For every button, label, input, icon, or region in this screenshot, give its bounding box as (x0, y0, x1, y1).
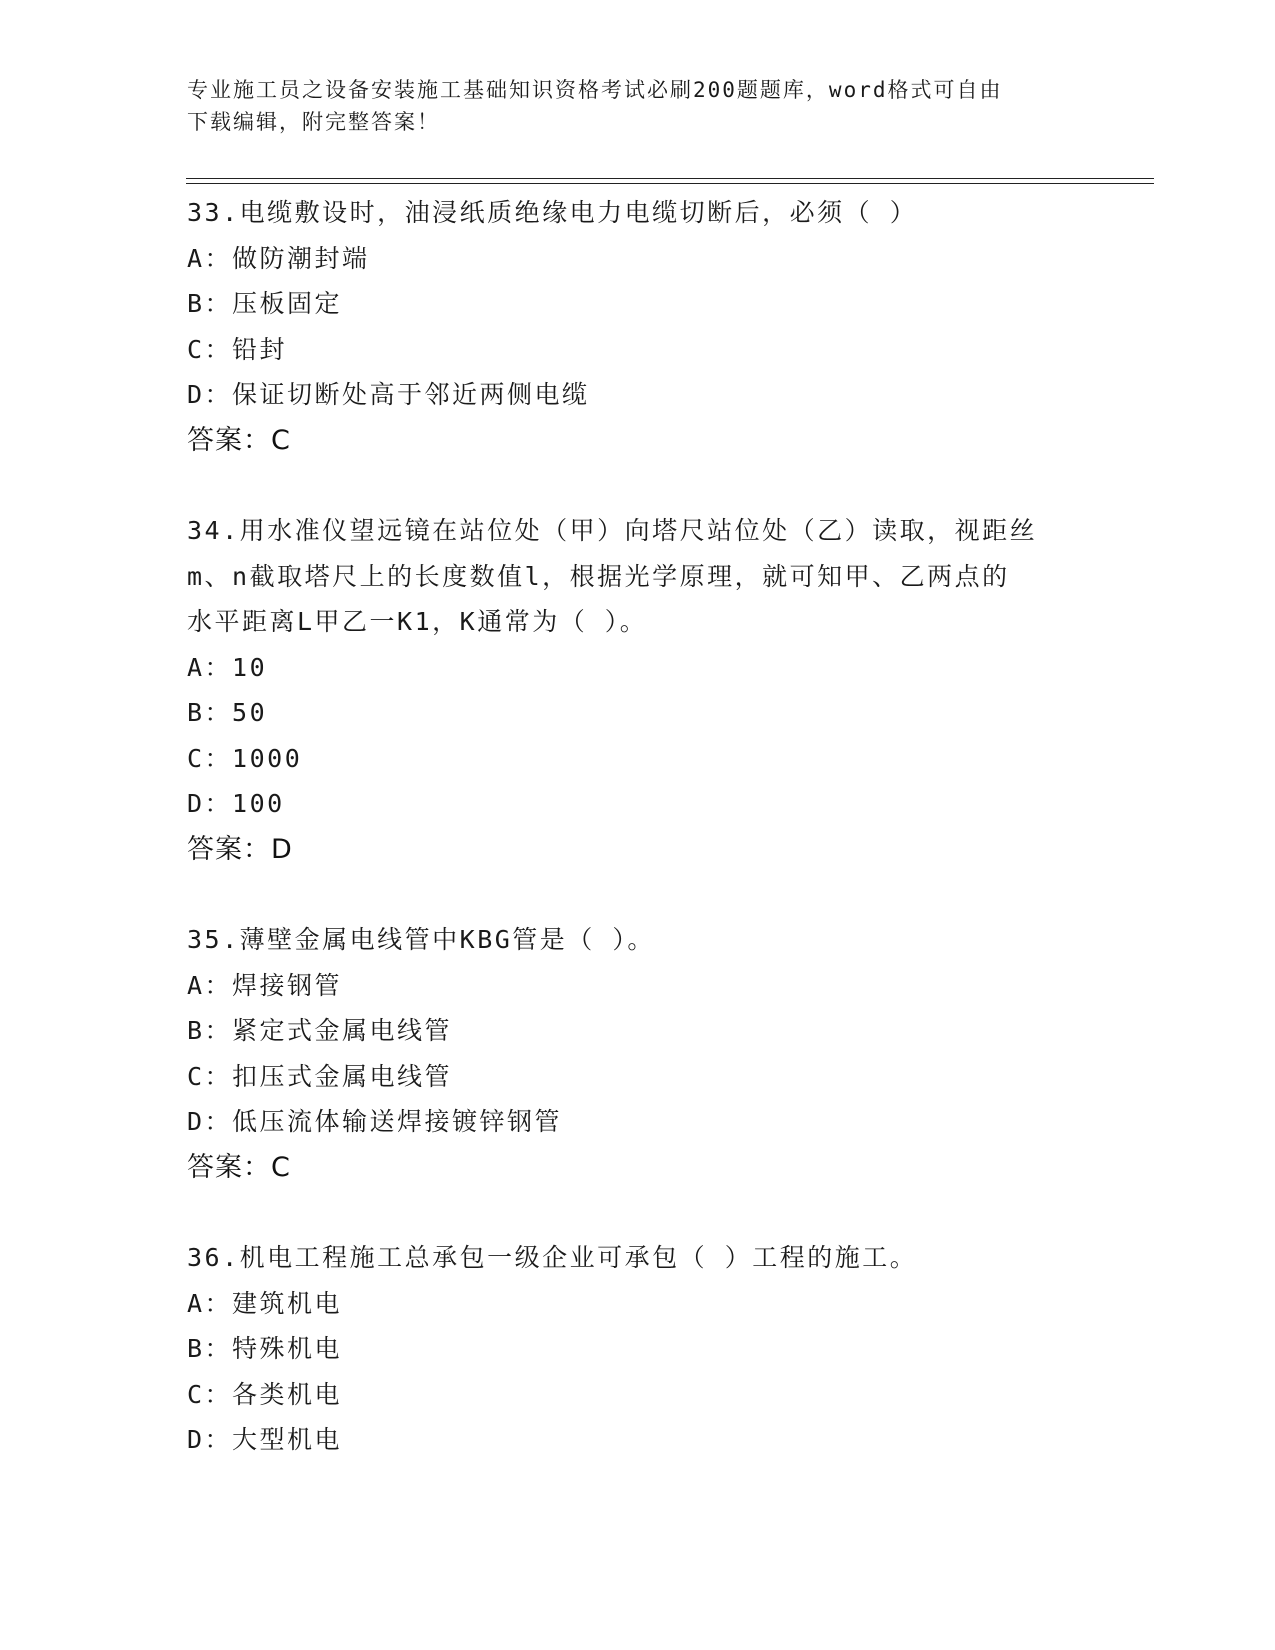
option-c: C：扣压式金属电线管 (187, 1061, 453, 1091)
header-line-1: 专业施工员之设备安装施工基础知识资格考试必刷200题题库，word格式可自由 (187, 78, 1003, 102)
question-34 (187, 508, 1087, 872)
option-d: D：100 (187, 789, 285, 818)
question-stem: 35.薄壁金属电线管中KBG管是（ ）。 (187, 925, 655, 954)
header-line-2: 下载编辑，附完整答案！ (187, 110, 440, 134)
option-a: A：建筑机电 (187, 1288, 343, 1318)
answer: 答案：C (187, 1151, 291, 1183)
answer: 答案：D (187, 833, 293, 865)
question-33 (187, 190, 1087, 463)
header-divider-bottom (186, 183, 1154, 184)
header-divider-top (186, 178, 1154, 179)
document-header (187, 74, 1087, 138)
option-d: D：保证切断处高于邻近两侧电缆 (187, 380, 590, 409)
option-c: C：1000 (187, 743, 303, 773)
option-d: D：大型机电 (187, 1425, 343, 1454)
option-b: B：特殊机电 (187, 1334, 343, 1363)
option-a: A：焊接钢管 (187, 970, 343, 1000)
question-stem-line-3: 水平距离L甲乙一K1，K通常为（ ）。 (187, 607, 648, 636)
question-stem-line-2: m、n截取塔尺上的长度数值l，根据光学原理，就可知甲、乙两点的 (187, 561, 1010, 591)
option-a: A：做防潮封端 (187, 243, 370, 273)
question-stem: 33.电缆敷设时，油浸纸质绝缘电力电缆切断后，必须（ ） (187, 198, 918, 227)
question-stem-line-1: 34.用水准仪望远镜在站位处（甲）向塔尺站位处（乙）读取，视距丝 (187, 516, 1038, 545)
option-b: B：紧定式金属电线管 (187, 1016, 453, 1045)
option-a: A：10 (187, 652, 268, 682)
option-d: D：低压流体输送焊接镀锌钢管 (187, 1107, 563, 1136)
question-stem: 36.机电工程施工总承包一级企业可承包（ ）工程的施工。 (187, 1243, 918, 1272)
option-c: C：铅封 (187, 334, 288, 364)
option-b: B：压板固定 (187, 289, 343, 318)
question-35 (187, 917, 1087, 1190)
answer: 答案：C (187, 424, 291, 456)
option-b: B：50 (187, 698, 268, 727)
option-c: C：各类机电 (187, 1379, 343, 1409)
question-36 (187, 1235, 1087, 1463)
question-list (187, 190, 1087, 1508)
